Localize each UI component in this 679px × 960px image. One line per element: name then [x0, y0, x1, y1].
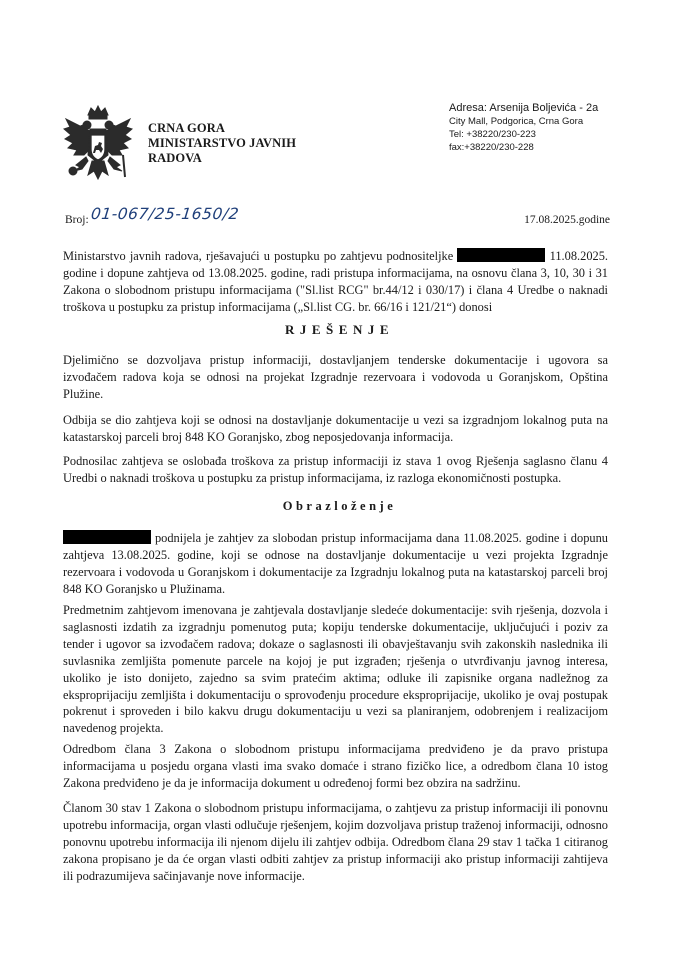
- reasoning-paragraph-4: Članom 30 stav 1 Zakona o slobodnom pristupu informacijama, o zahtjevu za pristup informaciji ili ponovnu upotrebu informacija, organ vlasti odlučuje rješenjem, kojim dozvoljava pristup traženoj informaciji, odnosno ponovnu upotrebu informacija ili njenom dijelu ili zahtjev odbija. Odredbom člana 29 stav 1 tačka 1 citiranog zakona propisano je da će organ vlasti odbiti zahtjev za pristup informaciji ako pristup informaciji zahtijeva ili podrazumijeva sačinjavanje nove informacije.: [63, 801, 608, 883]
- address-line: Adresa: Arsenija Boljevića - 2a: [449, 102, 599, 114]
- intro-text-part2: 11.08.2025. godine i dopune zahtjeva od 13.08.2025. godine, radi pristupa informacijama, na osnovu člana 3, 10, 30 i 31 Zakona o slobodnom pristupu informacijama ("Sl.list RCG" br.44/12 i 030/17) i člana 4 Uredbe o naknadi troškova u postupku za pristup informacijama („Sl.list CG. br. 66/16 i 121/21“) donosi: [63, 249, 609, 314]
- address-fax: fax:+38220/230-228: [449, 142, 534, 153]
- reference-number-handwritten: 01-067/25-1650/2: [90, 205, 240, 223]
- org-line-2: MINISTARSTVO JAVNIH: [148, 136, 297, 150]
- redaction-box: [457, 248, 545, 262]
- document-date: 17.08.2025.godine: [524, 214, 610, 226]
- decision-paragraph-1: Djelimično se dozvoljava pristup informaciji, dostavljanjem tenderske dokumentacije i ugovora sa izvođačem radova koja se odnosi na projekat Izgradnje rezervoara i vodovoda u Goranjskom, Opština Plužine.: [63, 353, 608, 401]
- address-city: City Mall, Podgorica, Crna Gora: [449, 116, 584, 127]
- reasoning-paragraph-2: Predmetnim zahtjevom imenovana je zahtjevala dostavljanje sledeće dokumentacije: svih rješenja, dozvola i saglasnosti izdatih za izgradnju pomenutog puta; kopiju tenderske dokumentacije, uključujući i poziv za tender i ugovor sa izvođačem radova; dokaze o saglasnosti ili obavještavanju svih zakonskih naslednika ili suvlasnika zemljišta pomenute parcele na kojoj je put izgrađen; rješenja o utvrđivanju javnog interesa, ukoliko je isto donijeto, zajedno sa svim pratećim aktima; odluke ili zapisnike organa nadležnog za eksproprijaciju zemljišta i dokumentaciju o sprovođenju procedure eksproprijacije, ukoliko je ovaj postupak pokrenut i sproveden i bilo kakvu drugu dokumentaciju u vezi sa planiranjem, odobrenjem i realizacijom navedenog projekta.: [63, 603, 608, 736]
- address-block: [449, 101, 598, 154]
- organization-name: [148, 121, 296, 166]
- decision-title: RJEŠENJE: [284, 322, 395, 337]
- reasoning-paragraph-3: Odredbom člana 3 Zakona o slobodnom pristupu informacijama predviđeno je da pravo pristupa informacijama u posjedu organa vlasti ima svako domaće i strano fizičko lice, a odredbom člana 10 istog Zakona predviđeno je da je informacija dokument u određenoj formi bez obzira na sadržinu.: [63, 742, 608, 790]
- intro-paragraph: [63, 248, 608, 316]
- intro-text-part1: Ministarstvo javnih radova, rješavajući u postupku po zahtjevu podnositeljke: [63, 249, 454, 263]
- address-tel: Tel: +38220/230-223: [449, 129, 536, 140]
- decision-paragraph-3: Podnosilac zahtjeva se oslobađa troškova za pristup informaciji iz stava 1 ovog Rješenja saglasno članu 4 Uredbi o naknadi troškova u postupku za pristup informacijama, iz razloga ekonomičnosti postupka.: [63, 454, 608, 485]
- reference-row: [65, 205, 610, 229]
- reasoning-text-1: podnijela je zahtjev za slobodan pristup informacijama dana 11.08.2025. godine i dopunu zahtjeva 13.08.2025. godine, koji se odnose na dostavljanje dokumentacije u vezi projekta Izgradnje rezervoara i vodovoda u Goranjskom i dokumentacije za Izgradnju lokalnog puta na katastarskoj parceli broj 848 KO Goranjsko u Plužinama.: [63, 531, 608, 596]
- montenegro-coat-of-arms-icon: [62, 105, 134, 193]
- decision-paragraph-2: Odbija se dio zahtjeva koji se odnosi na dostavljanje dokumentacije u vezi sa izgradnjom lokalnog puta na katastarskoj parceli broj 848 KO Goranjsko, zbog neposjedovanja informacija.: [63, 413, 608, 444]
- reasoning-title: Obrazloženje: [282, 499, 397, 513]
- reference-label: Broj:: [65, 214, 89, 226]
- org-line-3: RADOVA: [148, 151, 202, 165]
- redaction-box: [63, 530, 151, 544]
- reasoning-paragraph-1: [63, 530, 608, 598]
- org-line-1: CRNA GORA: [148, 121, 225, 135]
